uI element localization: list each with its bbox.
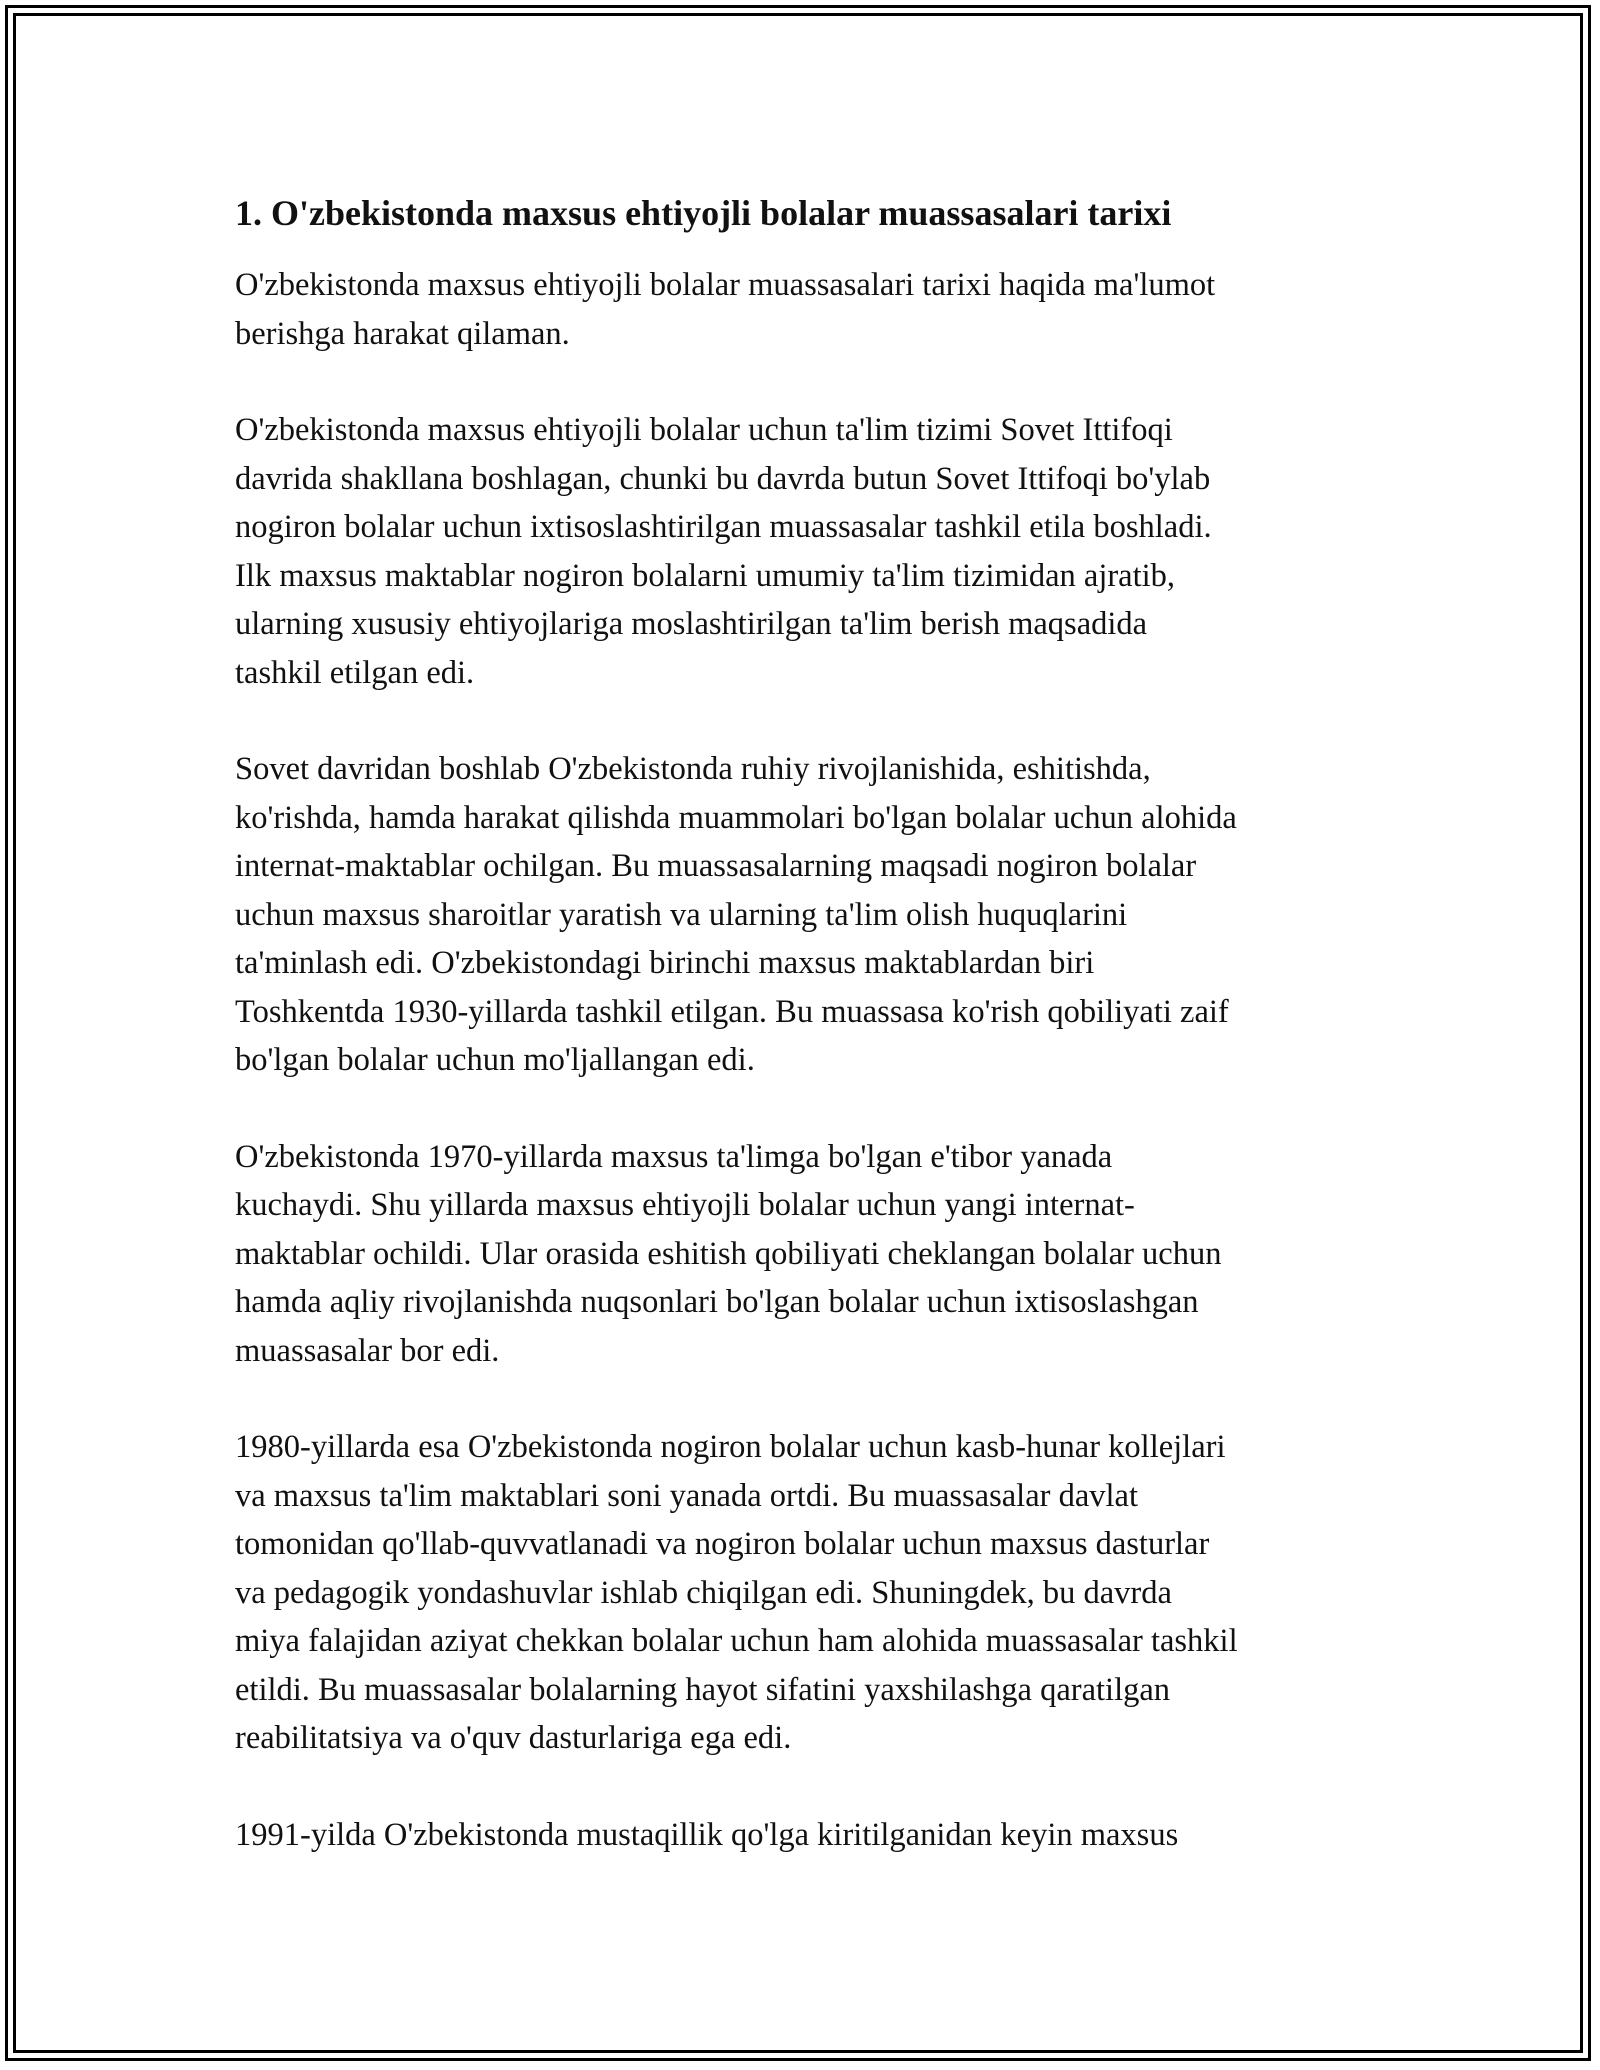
text-line: Toshkentda 1930-yillarda tashkil etilgan. Bu muassasa ko'rish qobiliyati zaif <box>235 993 1229 1030</box>
text-line: ularning xususiy ehtiyojlariga moslashtirilgan ta'lim berish maqsadida <box>235 606 1148 642</box>
paragraph <box>235 406 1380 697</box>
text-line: muassasalar bor edi. <box>235 1332 500 1369</box>
text-line: kuchaydi. Shu yillarda maxsus ehtiyojli bolalar uchun yangi internat- <box>235 1187 1135 1223</box>
text-line: internat-maktablar ochilgan. Bu muassasalarning maqsadi nogiron bolalar <box>235 848 1197 884</box>
text-line: ko'rishda, hamda harakat qilishda muammolari bo'lgan bolalar uchun alohida <box>235 799 1237 836</box>
text-line: Ilk maxsus maktablar nogiron bolalarni umumiy ta'lim tizimidan ajratib, <box>235 557 1176 594</box>
text-line: berishga harakat qilaman. <box>235 315 570 352</box>
paragraph <box>235 261 1380 358</box>
text-line: davrida shakllana boshlagan, chunki bu davrda butun Sovet Ittifoqi bo'ylab <box>235 460 1211 497</box>
text-line: reabilitatsiya va o'quv dasturlariga ega edi. <box>235 1720 792 1756</box>
text-line: 1991-yilda O'zbekistonda mustaqillik qo'lga kiritilganidan keyin maxsus <box>235 1816 1179 1853</box>
text-line: uchun maxsus sharoitlar yaratish va ularning ta'lim olish huquqlarini <box>235 896 1128 933</box>
text-line: maktablar ochildi. Ular orasida eshitish qobiliyati cheklangan bolalar uchun <box>235 1235 1222 1272</box>
document-title: 1. O'zbekistonda maxsus ehtiyojli bolalar muassasalari tarixi <box>235 193 1172 233</box>
text-line: etildi. Bu muassasalar bolalarning hayot sifatini yaxshilashga qaratilgan <box>235 1671 1171 1708</box>
text-line: O'zbekistonda maxsus ehtiyojli bolalar muassasalari tarixi haqida ma'lumot <box>235 267 1216 303</box>
paragraph <box>235 1133 1380 1376</box>
paragraph <box>235 1811 1380 1860</box>
paragraph <box>235 1423 1380 1763</box>
text-line: tashkil etilgan edi. <box>235 654 475 691</box>
text-line: O'zbekistonda maxsus ehtiyojli bolalar uchun ta'lim tizimi Sovet Ittifoqi <box>235 412 1173 448</box>
text-line: va pedagogik yondashuvlar ishlab chiqilgan edi. Shuningdek, bu davrda <box>235 1574 1172 1611</box>
text-line: hamda aqliy rivojlanishda nuqsonlari bo'lgan bolalar uchun ixtisoslashgan <box>235 1284 1199 1320</box>
paragraph-list <box>235 261 1380 1859</box>
text-line: 1980-yillarda esa O'zbekistonda nogiron bolalar uchun kasb-hunar kollejlari <box>235 1429 1226 1465</box>
paragraph <box>235 745 1380 1085</box>
text-line: O'zbekistonda 1970-yillarda maxsus ta'limga bo'lgan e'tibor yanada <box>235 1138 1113 1175</box>
text-line: bo'lgan bolalar uchun mo'ljallangan edi. <box>235 1042 755 1078</box>
text-line: ta'minlash edi. O'zbekistondagi birinchi maxsus maktablardan biri <box>235 945 1095 981</box>
text-line: Sovet davridan boshlab O'zbekistonda ruhiy rivojlanishida, eshitishda, <box>235 751 1151 787</box>
text-line: va maxsus ta'lim maktablari soni yanada ortdi. Bu muassasalar davlat <box>235 1477 1138 1514</box>
text-line: miya falajidan aziyat chekkan bolalar uchun ham alohida muassasalar tashkil <box>235 1623 1238 1659</box>
text-line: nogiron bolalar uchun ixtisoslashtirilgan muassasalar tashkil etila boshladi. <box>235 509 1212 545</box>
document-body <box>235 185 1380 1907</box>
text-line: tomonidan qo'llab-quvvatlanadi va nogiron bolalar uchun maxsus dasturlar <box>235 1526 1210 1562</box>
